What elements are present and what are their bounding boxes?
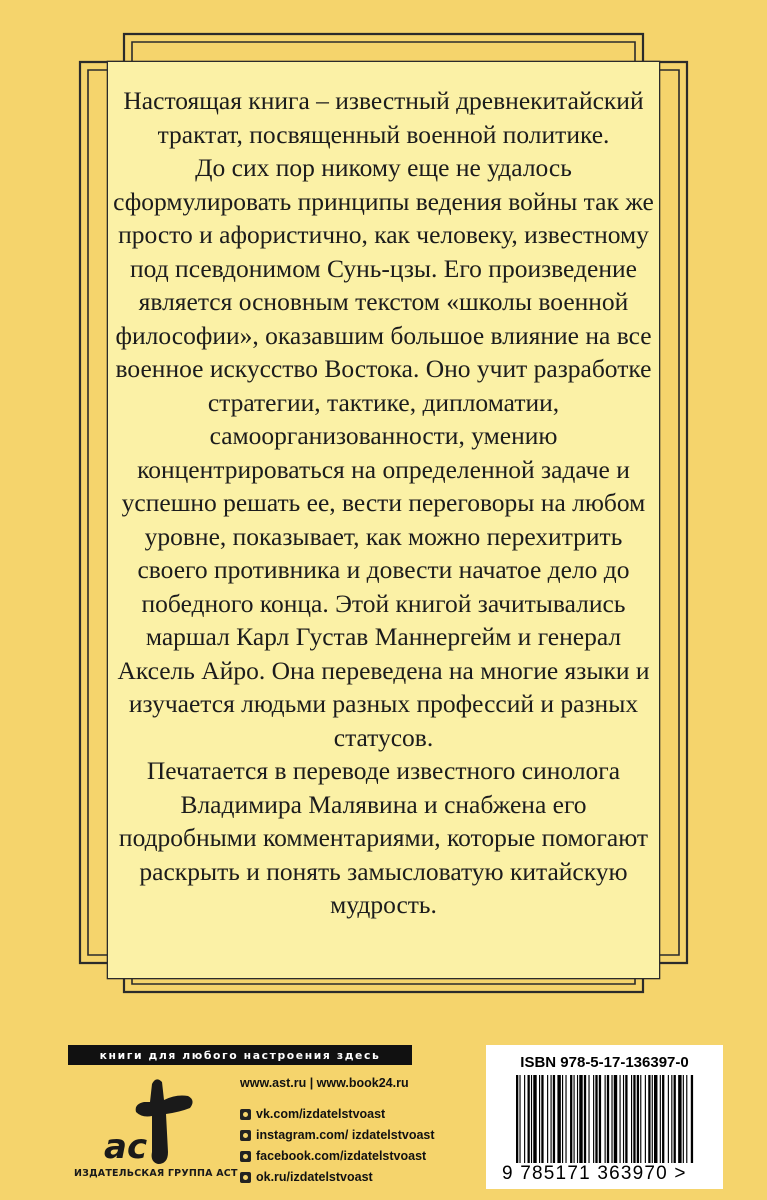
social-link-text: ok.ru/izdatelstvoast — [256, 1170, 373, 1184]
odnoklassniki-icon — [240, 1172, 251, 1183]
description-paragraph-1: Настоящая книга – известный древнекитайский трактат, посвященный военной политике. — [123, 86, 644, 149]
barcode-bar — [633, 1075, 635, 1163]
isbn-barcode-box — [486, 1045, 723, 1189]
barcode-bar — [648, 1075, 650, 1163]
barcode-bar — [614, 1075, 617, 1163]
social-link-text: facebook.com/izdatelstvoast — [256, 1149, 427, 1163]
barcode-bar — [691, 1075, 693, 1163]
social-link-text: vk.com/izdatelstvoast — [256, 1107, 386, 1121]
barcode-bar — [524, 1075, 525, 1163]
barcode-bar — [588, 1075, 589, 1163]
social-link-facebook[interactable] — [240, 1146, 480, 1167]
barcode-bar — [683, 1075, 684, 1163]
social-link-ok[interactable] — [240, 1167, 480, 1188]
publisher-name: ИЗДАТЕЛЬСКАЯ ГРУППА АСТ — [74, 1168, 238, 1179]
barcode-bar — [607, 1075, 609, 1163]
barcode-bar — [668, 1075, 669, 1163]
barcode-bar — [611, 1075, 612, 1163]
barcode-bar — [570, 1075, 572, 1163]
barcode-bar — [652, 1075, 653, 1163]
facebook-icon — [240, 1151, 251, 1162]
isbn-digits: 9 785171 363970 > — [502, 1163, 687, 1184]
barcode-bar — [562, 1075, 563, 1163]
barcode-bar — [541, 1075, 543, 1163]
barcode-bar — [584, 1075, 586, 1163]
barcode-bar — [599, 1075, 601, 1163]
barcode-bar — [579, 1075, 582, 1163]
barcode-bar — [595, 1075, 597, 1163]
description-paragraph-2: До сих пор никому еще не удалось сформулировать принципы ведения войны так же просто и афористично, как человеку, известному под псевдонимом Сунь-цзы. Его произведение является основным текстом «школы военной философии», оказавшим большое влияние на все военное искусство Востока. Оно учит разработке стратегии, тактике, дипломатии, самоорганизованности, умению концентрироваться на определенной задаче и успешно решать ее, вести переговоры на любом уровне, показывает, как можно перехитрить своего противника и довести начатое дело до победного конца. Этой книгой зачитывались маршал Карл Густав Маннергейм и генерал Аксель Айро. Она переведена на многие языки и изучается людьми разных профессий и разных статусов. — [113, 153, 654, 752]
logo-letters: ac — [104, 1127, 148, 1167]
barcode-bar — [553, 1075, 555, 1163]
barcode-bar — [631, 1075, 632, 1163]
barcode-bar — [686, 1075, 687, 1163]
barcode-bar — [533, 1075, 536, 1163]
tagline: книги для любого настроения здесь — [99, 1049, 381, 1062]
barcode-bar — [557, 1075, 560, 1163]
barcode-bar — [605, 1075, 606, 1163]
vk-icon — [240, 1109, 251, 1120]
barcode-bar — [660, 1075, 661, 1163]
barcode-bar — [654, 1075, 657, 1163]
isbn-label: ISBN 978-5-17-136397-0 — [520, 1054, 689, 1071]
barcode-bar — [640, 1075, 641, 1163]
barcode-bar — [565, 1075, 566, 1163]
website-links[interactable]: www.ast.ru | www.book24.ru — [240, 1076, 409, 1090]
barcode-bar — [678, 1075, 681, 1163]
barcode-bar — [516, 1075, 518, 1163]
book-description — [110, 84, 657, 922]
barcode-icon — [516, 1075, 694, 1163]
barcode-bar — [531, 1075, 532, 1163]
barcode-bar — [519, 1075, 520, 1163]
barcode-bar — [551, 1075, 552, 1163]
barcode-bar — [620, 1075, 621, 1163]
social-link-vk[interactable] — [240, 1104, 480, 1125]
instagram-icon — [240, 1130, 251, 1141]
barcode-bar — [593, 1075, 594, 1163]
barcode-bar — [671, 1075, 672, 1163]
description-paragraph-3: Печатается в переводе известного синолога Владимира Малявина и снабжена его подробными комментариями, которые помогают раскрыть и понять замысловатую китайскую мудрость. — [118, 756, 649, 919]
social-link-text: instagram.com/ izdatelstvoast — [256, 1128, 435, 1142]
barcode-bar — [539, 1075, 540, 1163]
barcode-bar — [674, 1075, 676, 1163]
barcode-bar — [547, 1075, 548, 1163]
barcode-bar — [528, 1075, 530, 1163]
barcode-bar — [662, 1075, 664, 1163]
barcode-bar — [623, 1075, 624, 1163]
barcode-bar — [645, 1075, 646, 1163]
publisher-links — [240, 1073, 480, 1188]
barcode-bar — [577, 1075, 578, 1163]
social-link-instagram[interactable] — [240, 1125, 480, 1146]
barcode-bar — [637, 1075, 639, 1163]
barcode-bar — [574, 1075, 575, 1163]
barcode-bar — [625, 1075, 627, 1163]
